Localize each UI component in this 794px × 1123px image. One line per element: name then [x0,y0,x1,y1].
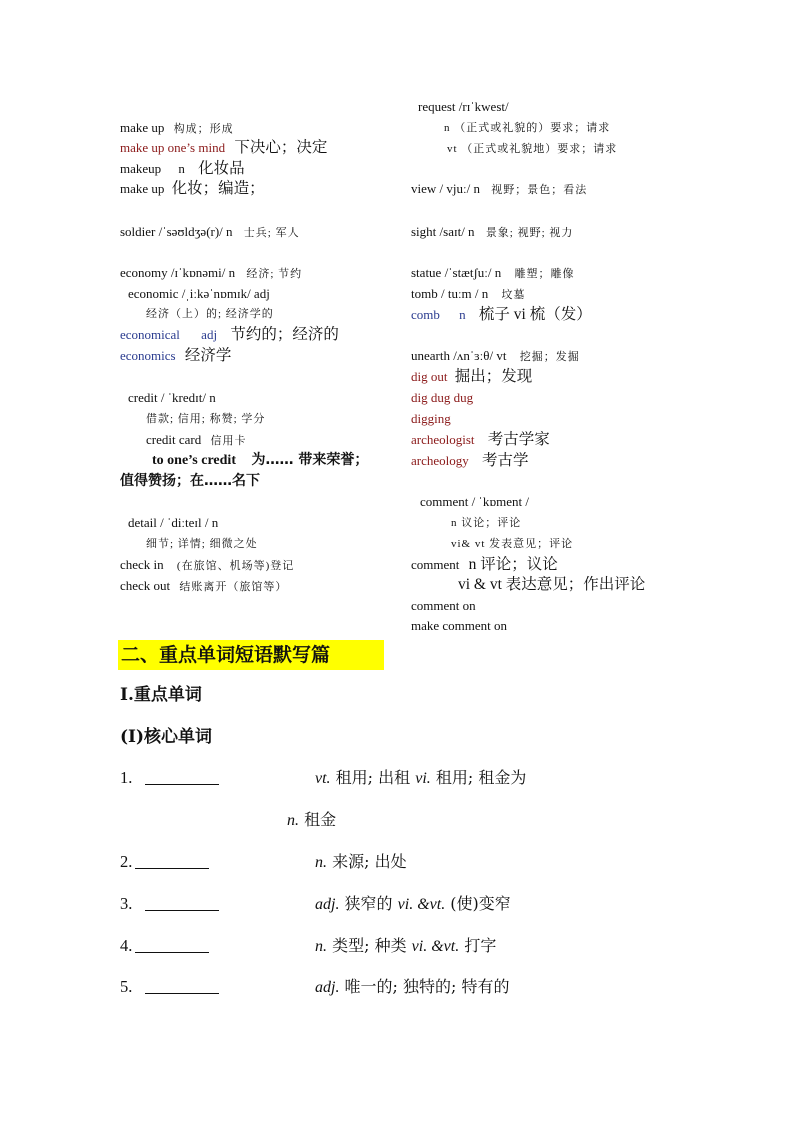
entry-credit-card [146,432,246,449]
entry-economical [120,327,339,343]
item-number: 3. [120,894,133,913]
part-of-speech: vi. &vt. [411,938,460,955]
part-of-speech: n. [315,854,327,871]
entry-view [411,181,587,198]
term: statue /ˈstætʃuː/ n [411,265,502,280]
term: detail / ˈdiːteɪl / n [128,515,219,530]
definition: 化妆品 [198,160,245,177]
entry-make-up-mind [120,140,327,156]
entry-soldier [120,224,300,241]
entry-make-up-2 [120,181,265,197]
definition: 挖掘；发掘 [519,351,580,363]
term: dig out [411,369,448,384]
detail-definition: 细节; 详情; 细微之处 [146,538,258,550]
term: economics [120,348,176,363]
entry-sight [411,224,573,241]
entry-comment-on: comment on [411,598,476,613]
vocab-item [120,934,720,958]
term: economical [120,327,180,342]
entry-make-up [120,120,234,137]
subheading-core-words: (I)核心单词 [120,727,213,747]
entry-check-out [120,578,287,595]
definition: 节约的；经济的 [230,326,339,343]
item-definition [315,934,496,959]
pos: n [459,307,466,322]
item-number: 1. [120,768,133,787]
item-number: 5. [120,977,133,996]
term: credit card [146,432,202,447]
definition: (在旅馆、机场等)登记 [176,560,295,572]
vocab-item-extra-definition [287,808,336,833]
item-definition [315,892,511,917]
entry-tomb [411,286,526,303]
vocab-item [120,975,720,999]
section-heading: 二、重点单词短语默写篇 [118,640,384,670]
entry-digging: digging [411,411,451,426]
term: economy /ɪˈkɒnəmi/ n [120,265,236,280]
comment-noun-definition: n 议论；评论 [451,517,522,529]
meaning: (使)变窄 [450,894,511,913]
term: make up [120,181,165,196]
pos: n [178,161,185,176]
item-definition [315,850,407,875]
meaning: 狭窄的 [344,894,393,913]
entry-unearth [411,348,580,365]
item-number: 4. [120,936,133,955]
term: archeology [411,453,469,468]
part-of-speech: n. [315,938,327,955]
term: credit / ˈkredɪt/ n [128,390,216,405]
vocab-item [120,766,720,790]
term: check out [120,578,171,593]
definition: 结账离开（旅馆等） [179,581,288,593]
term: comb [411,307,440,322]
answer-blank[interactable] [145,766,219,785]
credit-definition: 借款; 信用; 称赞; 学分 [146,413,266,425]
entry-detail [128,515,218,531]
term: to one’s credit [152,453,236,468]
term: comment [411,557,460,572]
term: sight /saɪt/ n [411,224,475,239]
subheading-key-words: I.重点单词 [120,685,202,705]
part-of-speech: adj. [315,979,340,996]
entry-make-comment-on: make comment on [411,618,508,633]
definition: n 评论；议论 [468,556,558,573]
comment-2-verb-definition: vi & vt 表达意见；作出评论 [458,576,646,593]
part-of-speech: vt. [315,770,331,787]
entry-dig-out [411,369,532,385]
entry-comb [411,307,592,323]
term: makeup [120,161,162,176]
definition: 考古学 [482,452,529,469]
request-noun-definition: n （正式或礼貌的）要求；请求 [444,122,611,134]
definition: 信用卡 [210,435,247,447]
vocab-item [120,892,720,916]
definition: 梳子 vi 梳（发） [478,306,592,323]
meaning: 租用; 出租 [335,768,411,787]
item-definition [315,766,526,791]
definition: 化妆；编造； [171,180,265,197]
meaning: 来源; 出处 [332,852,407,871]
entry-economy [120,265,302,282]
entry-comment: comment / ˈkɒment / [420,494,529,509]
entry-economics [120,348,231,364]
term: make up [120,120,165,135]
answer-blank[interactable] [145,892,219,911]
definition: 经济; 节约 [246,268,303,280]
definition: 雕塑；雕像 [514,268,575,280]
entry-comment-2 [411,557,558,573]
part-of-speech: vi. &vt. [397,896,446,913]
meaning: 租金 [304,810,337,829]
entry-request: request /rɪˈkwest/ [418,99,509,114]
definition: 考古学家 [487,431,550,448]
definition: 构成；形成 [173,123,234,135]
meaning: 唯一的; 独特的; 特有的 [344,977,510,996]
economic-definition: 经济（上）的; 经济学的 [146,308,274,320]
item-number: 2. [120,852,133,871]
definition: 士兵; 军人 [243,227,300,239]
entry-dig-dug-dug: dig dug dug [411,390,474,405]
answer-blank[interactable] [135,934,209,953]
term: economic /ˌiːkəˈnɒmɪk/ adj [128,286,270,301]
entry-statue [411,265,575,282]
definition: 经济学 [184,347,232,364]
definition: 掘出；发现 [454,368,533,385]
part-of-speech: vi. [415,770,431,787]
meaning: 租用; 租金为 [435,768,527,787]
term: archeologist [411,432,475,447]
definition: 坟墓 [501,289,526,301]
definition: 景象; 视野; 视力 [485,227,574,239]
term: unearth /ʌnˈɜːθ/ vt [411,348,507,363]
entry-archeology [411,453,529,469]
request-verb-definition: vt （正式或礼貌地）要求；请求 [447,143,618,155]
entry-to-ones-credit [152,452,368,469]
to-ones-credit-definition-cont: 值得赞扬；在……名下 [120,473,260,489]
meaning: 打字 [464,936,497,955]
term: tomb / tuːm / n [411,286,489,301]
term: view / vjuː/ n [411,181,480,196]
pos: adj [201,327,218,342]
definition: 为…… 带来荣誉； [251,452,369,468]
answer-blank[interactable] [135,850,209,869]
answer-blank[interactable] [145,975,219,994]
term: make up one’s mind [120,140,226,155]
entry-check-in [120,557,294,574]
entry-credit [128,390,216,406]
comment-verb-definition: vi& vt 发表意见；评论 [451,538,574,550]
meaning: 类型; 种类 [332,936,407,955]
definition: 下决心；决定 [234,139,328,156]
entry-makeup [120,161,245,177]
term: check in [120,557,164,572]
definition: 视野；景色；看法 [491,184,588,196]
term: soldier /ˈsəʊldʒə(r)/ n [120,224,233,239]
entry-economic [128,286,270,302]
part-of-speech: n. [287,812,299,829]
item-definition [315,975,510,1000]
vocab-item [120,850,720,874]
entry-archeologist [411,432,550,448]
part-of-speech: adj. [315,896,340,913]
